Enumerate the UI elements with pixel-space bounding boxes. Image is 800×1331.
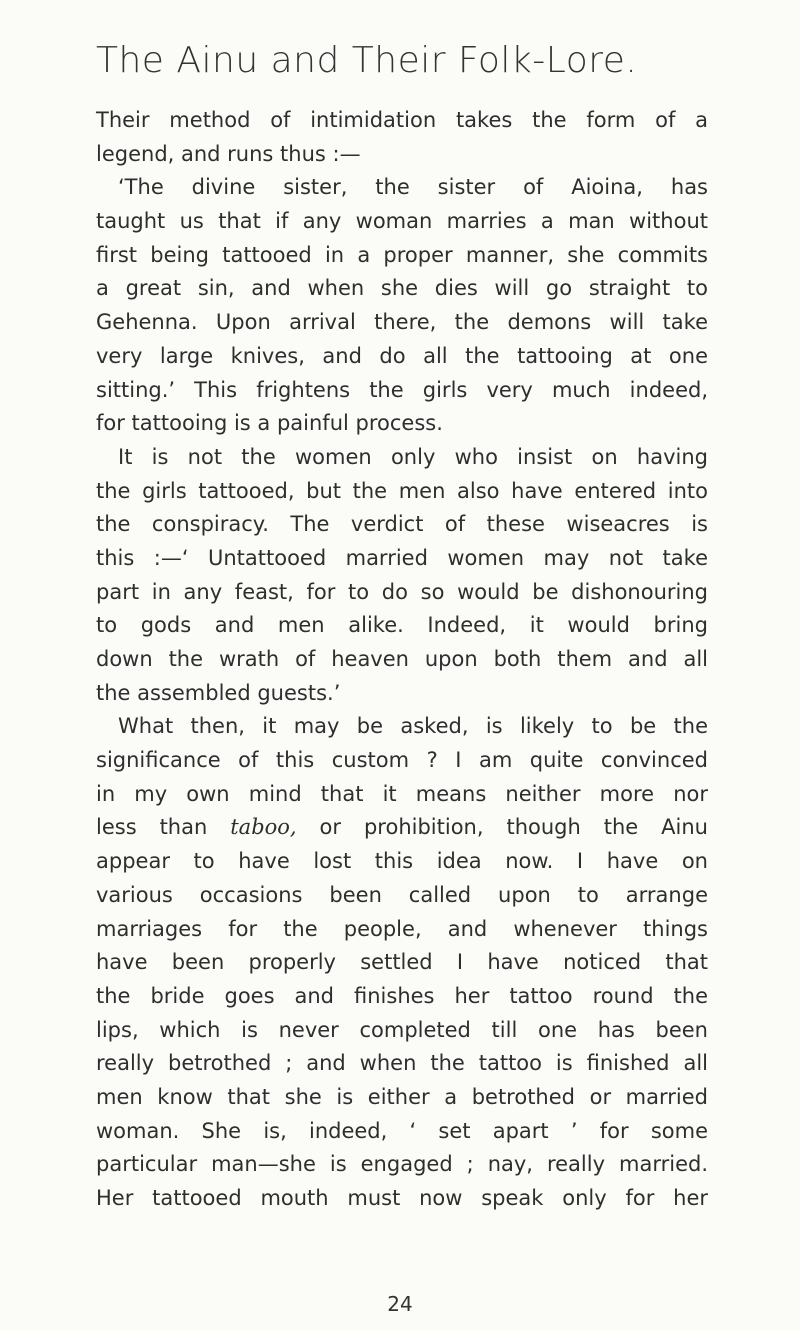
- page-number: 24: [387, 1292, 413, 1316]
- italic-term: taboo,: [230, 815, 297, 840]
- text-line: this :—‘ Untattooed married women may not take: [96, 545, 708, 570]
- text-line: taught us that if any woman marries a man without: [96, 209, 708, 234]
- text-line: significance of this custom ? I am quite convinced: [96, 748, 708, 773]
- text-line: particular man—she is engaged ; nay, really married.: [96, 1152, 708, 1177]
- text-fragment: or prohibition, though the Ainu: [319, 815, 708, 840]
- text-line: various occasions been called upon to arrange: [96, 882, 708, 907]
- text-line: lips, which is never completed till one has been: [96, 1017, 708, 1042]
- text-line: Her tattooed mouth must now speak only for her: [96, 1186, 708, 1210]
- text-line: really betrothed ; and when the tattoo is finished all: [96, 1051, 708, 1076]
- text-line: legend, and runs thus :—: [96, 141, 361, 166]
- text-line: first being tattooed in a proper manner, she commits: [96, 242, 708, 267]
- text-line: marriages for the people, and whenever things: [96, 916, 708, 941]
- text-line: to gods and men alike. Indeed, it would bring: [96, 613, 708, 638]
- text-line: Their method of intimidation takes the form of a: [96, 108, 708, 132]
- text-line: very large knives, and do all the tattooing at one: [96, 343, 708, 368]
- text-line: ‘The divine sister, the sister of Aioina, has: [118, 175, 708, 200]
- text-line: It is not the women only who insist on having: [118, 444, 708, 469]
- text-line: in my own mind that it means neither more nor: [96, 781, 708, 806]
- text-line: a great sin, and when she dies will go straight to: [96, 276, 708, 301]
- text-line: for tattooing is a painful process.: [96, 411, 443, 436]
- text-line: the girls tattooed, but the men also have entered into: [96, 478, 708, 503]
- text-line: sitting.’ This frightens the girls very much indeed,: [96, 377, 708, 402]
- text-line: woman. She is, indeed, ‘ set apart ’ for some: [96, 1118, 708, 1143]
- text-line: down the wrath of heaven upon both them and all: [96, 647, 708, 671]
- text-line: men know that she is either a betrothed or married: [96, 1084, 708, 1109]
- text-fragment: less than: [96, 815, 208, 840]
- text-line: the bride goes and finishes her tattoo round the: [96, 983, 708, 1008]
- text-line: appear to have lost this idea now. I have on: [96, 849, 708, 874]
- text-line: part in any feast, for to do so would be dishonouring: [96, 579, 708, 604]
- running-header: The Ainu and Their Folk-Lore.: [96, 40, 638, 81]
- page-body: [96, 104, 708, 1216]
- text-line: have been properly settled I have noticed that: [96, 950, 708, 975]
- text-line: What then, it may be asked, is likely to be the: [118, 714, 708, 739]
- text-line: the conspiracy. The verdict of these wiseacres is: [96, 512, 708, 537]
- text-line: Gehenna. Upon arrival there, the demons will take: [96, 310, 708, 335]
- text-line: [96, 811, 708, 845]
- text-line: the assembled guests.’: [96, 680, 341, 705]
